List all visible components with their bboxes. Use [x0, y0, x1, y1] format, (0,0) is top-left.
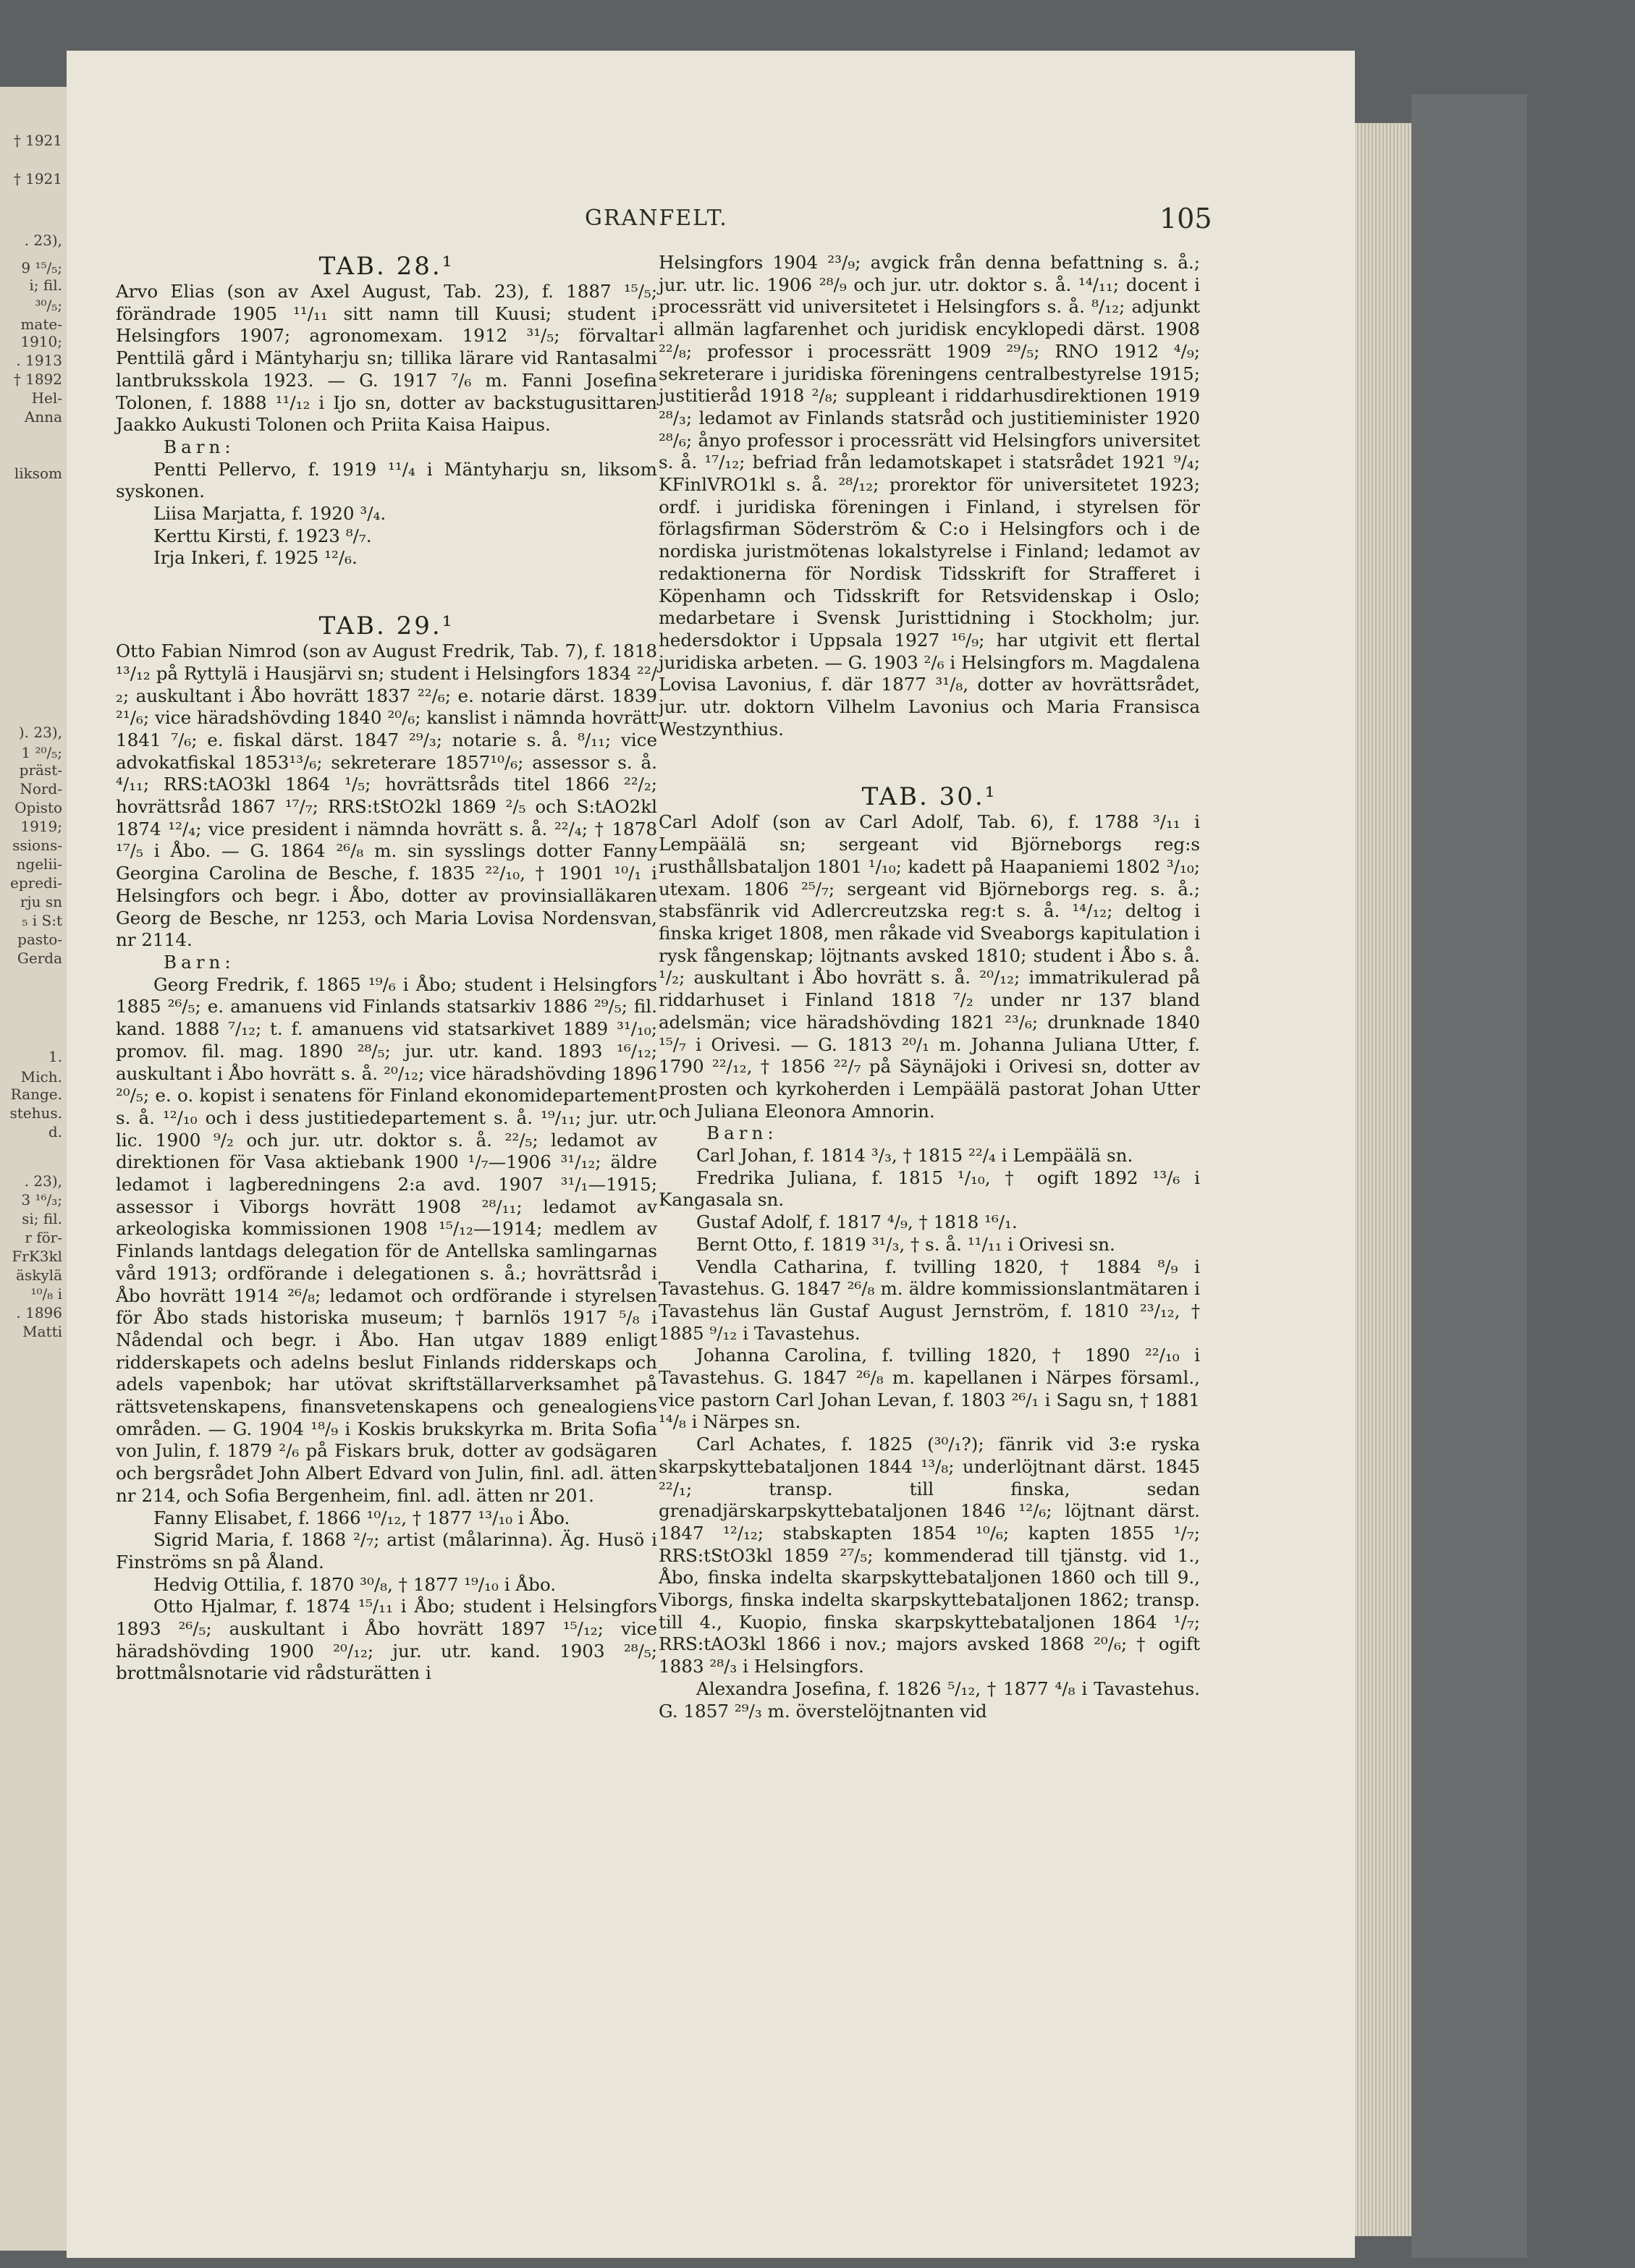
margin-fragment: präst-: [19, 761, 62, 779]
margin-fragment: äskylä: [16, 1266, 62, 1284]
margin-fragment: mate-: [20, 316, 62, 333]
child-entry: Georg Fredrik, f. 1865 ¹⁹/₆ i Åbo; student i Helsingfors 1885 ²⁶/₅; e. amanuens vid Finlands statsarkiv 1886 ²⁹/₅; fil. kand. 1888 ⁷/₁₂; t. f. amanuens vid statsarkivet 1889 ³¹/₁₀; promov. fil. mag. 1890 ²⁸/₅; jur. utr. kand. 1893 ¹⁶/₁₂; auskultant i Åbo hovrätt s. å. ²⁰/₁₂; vice häradshövding 1896 ²⁰/₅; e. o. kopist i senatens för Finland ekonomidepartement s. å. ¹²/₁₀ och i dess justitiedepartement s. å. ¹⁹/₁₁; jur. utr. lic. 1900 ⁹/₂ och jur. utr. doktor s. å. ²²/₅; ledamot av direktionen för Vasa aktiebank 1900 ¹/₇—1906 ³¹/₁₂; äldre ledamot i lagberedningens 2:a avd. 1907 ³¹/₁—1915; assessor i Viborgs hovrätt 1908 ²⁸/₁₁; ledamot av arkeologiska kommissionen 1908 ¹⁵/₁₂—1914; medlem av Finlands lantdags delegation för de Antellska samlingarnas vård 1913; ordförande i delegationen s. å.; hovrättsråd i Åbo hovrätt 1914 ²⁶/₈; ledamot och ordförande i styrelsen för Åbo stads historiska museum; † barnlös 1917 ⁵/₈ i Nådendal och begr. i Åbo. Han utgav 1889 enligt ridderskapets och adelns beslut Finlands ridderskaps och adels vapenbok; har utövat skriftställarverksamhet på rättsvetenskapens, finansvetenskapens och genealogiens områden. — G. 1904 ¹⁸/₉ i Koskis brukskyrka m. Brita Sofia von Julin, f. 1879 ²/₆ på Fiskars bruk, dotter av godsägaren och bergsrådet John Albert Edvard von Julin, finl. adl. ätten nr 214, och Sofia Bergenheim, finl. adl. ätten nr 201.: [116, 973, 657, 1506]
margin-fragment: † 1921: [13, 132, 62, 149]
child-entry: Otto Hjalmar, f. 1874 ¹⁵/₁₁ i Åbo; student i Helsingfors 1893 ²⁶/₅; auskultant i Åbo hovrätt 1897 ¹⁵/₁₂; vice häradshövding 1900 ²⁰/₁₂; jur. utr. kand. 1903 ²⁸/₅; brottmålsnotarie vid rådsturätten i: [116, 1596, 657, 1684]
margin-fragment: Nord-: [20, 780, 62, 797]
child-entry: Sigrid Maria, f. 1868 ²/₇; artist (målarinna). Äg. Husö i Finströms sn på Åland.: [116, 1529, 657, 1573]
margin-fragment: Opisto: [14, 799, 62, 816]
margin-fragment: liksom: [14, 465, 62, 482]
child-entry: Carl Achates, f. 1825 (³⁰/₁?); fänrik vid 3:e ryska skarpskyttebataljonen 1844 ¹³/₈; underlöjtnant därst. 1845 ²²/₁; transp. till finska, sedan grenadjärskarpskyttebataljonen 1846 ¹²/₆; löjtnant därst. 1847 ¹²/₁₂; stabskapten 1854 ¹⁰/₆; kapten 1855 ¹/₇; RRS:tStO3kl 1859 ²⁷/₅; kommenderad till tjänstg. vid 1., Åbo, finska indelta skarpskyttebataljonen 1860 och till 9., Viborgs, finska indelta skarpskyttebataljonen 1862; transp. till 4., Kuopio, finska skarpskyttebataljonen 1864 ¹/₇; RRS:tAO3kl 1866 i nov.; majors avsked 1868 ²⁰/₆; † ogift 1883 ²⁸/₃ i Helsingfors.: [659, 1434, 1200, 1677]
page-edges: [1355, 123, 1411, 2236]
biography-paragraph: Otto Fabian Nimrod (son av August Fredrik, Tab. 7), f. 1818 ¹³/₁₂ på Ryttylä i Hausjärvi sn; student i Helsingfors 1834 ²²/₂; auskultant i Åbo hovrätt 1837 ²²/₆; e. notarie därst. 1839 ²¹/₆; vice häradshövding 1840 ²⁰/₆; kanslist i nämnda hovrätt 1841 ⁷/₆; e. fiskal därst. 1847 ²⁹/₃; notarie s. å. ⁸/₁₁; vice advokatfiskal 1853¹³/₆; sekreterare 1857¹⁰/₆; assessor s. å. ⁴/₁₁; RRS:tAO3kl 1864 ¹/₅; hovrättsråds titel 1866 ²²/₂; hovrättsråd 1867 ¹⁷/₇; RRS:tStO2kl 1869 ²/₅ och S:tAO2kl 1874 ¹²/₄; vice president i nämnda hovrätt s. å. ²²/₄; † 1878 ¹⁷/₅ i Åbo. — G. 1864 ²⁶/₈ m. sin sysslings dotter Fanny Georgina Carolina de Besche, f. 1835 ²²/₁₀, † 1901 ¹⁰/₁ i Helsingfors och begr. i Åbo, dotter av provinsialläkaren Georg de Besche, nr 1253, och Maria Lovisa Nordensvan, nr 2114.: [116, 640, 657, 951]
margin-fragment: † 1921: [13, 170, 62, 187]
margin-fragment: ¹⁰/₈ i: [30, 1285, 62, 1303]
margin-fragment: d.: [48, 1123, 62, 1141]
child-entry: Vendla Catharina, f. tvilling 1820, † 1884 ⁸/₉ i Tavastehus. G. 1847 ²⁶/₈ m. äldre kommissionslantmätaren i Tavastehus län Gustaf August Jernström, f. 1810 ²³/₁₂, † 1885 ⁹/₁₂ i Tavastehus.: [659, 1256, 1200, 1344]
margin-fragment: Range.: [10, 1086, 62, 1103]
margin-fragment: 1919;: [20, 818, 62, 835]
margin-fragment: . 23),: [24, 232, 62, 249]
margin-fragment: . 1896: [16, 1304, 62, 1321]
table-heading: TAB. 29.¹: [318, 612, 455, 641]
margin-fragment: 1910;: [20, 333, 62, 350]
margin-fragment: Anna: [24, 408, 62, 426]
margin-fragment: ). 23),: [18, 724, 62, 741]
margin-fragment: 1.: [48, 1048, 62, 1065]
margin-fragment: Gerda: [17, 949, 62, 967]
margin-fragment: Matti: [22, 1323, 62, 1340]
child-entry: Fanny Elisabet, f. 1866 ¹⁰/₁₂, † 1877 ¹³/₁₀ i Åbo.: [153, 1507, 570, 1528]
child-entry: Fredrika Juliana, f. 1815 ¹/₁₀, † ogift 1892 ¹³/₆ i Kangasala sn.: [659, 1167, 1200, 1211]
margin-fragment: stehus.: [9, 1104, 62, 1122]
child-entry: Johanna Carolina, f. tvilling 1820, † 1890 ²²/₁₀ i Tavastehus. G. 1847 ²⁶/₈ m. kapellanen i Närpes församl., vice pastorn Carl Johan Levan, f. 1803 ²⁶/₁ i Sagu sn, † 1881 ¹⁴/₈ i Närpes sn.: [659, 1345, 1200, 1433]
margin-fragment: Mich.: [20, 1068, 62, 1086]
margin-fragment: i; fil.: [29, 276, 62, 294]
margin-fragment: ³⁰/₅;: [35, 297, 62, 314]
margin-fragment: 3 ¹⁶/₃;: [21, 1191, 62, 1209]
margin-fragment: pasto-: [17, 931, 62, 948]
margin-fragment: . 23),: [24, 1172, 62, 1190]
biography-paragraph: Helsingfors 1904 ²³/₉; avgick från denna befattning s. å.; jur. utr. lic. 1906 ²⁸/₉ och jur. utr. doktor s. å. ¹⁴/₁₁; docent i processrätt vid universitetet i Helsingfors s. å. ⁸/₁₂; adjunkt i allmän lagfarenhet och juridisk encyklopedi därst. 1908 ²²/₈; professor i processrätt 1909 ²⁹/₅; RNO 1912 ⁴/₉; sekreterare i juridiska föreningens centralbestyrelse 1915; justitieråd 1918 ²/₈; suppleant i riddarhusdirektionen 1919 ²⁸/₃; ledamot av Finlands statsråd och justitieminister 1920 ²⁸/₆; ånyo professor i processrätt vid Helsingfors universitet s. å. ¹⁷/₁₂; befriad från ledamotskapet i statsrådet 1921 ⁹/₄; KFinlVRO1kl s. å. ²⁸/₁₂; prorektor för universitetet 1923; ordf. i juridiska föreningen i Finland, i styrelsen för förlagsfirman Söderström & C:o i Helsingfors och i de nordiska juristmötenas lokalstyrelse i Finland; ledamot av redaktionerna för Nordisk Tidsskrift for Strafferet i Köpenhamn och Tidsskrift for Retsvidenskap i Oslo; medarbetare i Svensk Juristtidning i Stockholm; jur. hedersdoktor i Uppsala 1927 ¹⁶/₉; har utgivit ett flertal juridiska arbeten. — G. 1903 ²/₆ i Helsingfors m. Magdalena Lovisa Lavonius, f. där 1877 ³¹/₈, dotter av hovrättsrådet, jur. utr. doktorn Vilhelm Lavonius och Maria Fransisca Westzynthius.: [659, 252, 1200, 740]
margin-fragment: r för-: [25, 1229, 62, 1246]
book-cover: [1411, 94, 1527, 2258]
margin-fragment: ssions-: [12, 837, 62, 854]
facing-page-fragment: [0, 87, 67, 2251]
margin-fragment: rju sn: [20, 893, 62, 910]
child-entry: Pentti Pellervo, f. 1919 ¹¹/₄ i Mäntyharju sn, liksom syskonen.: [116, 458, 657, 502]
table-heading: TAB. 28.¹: [318, 252, 455, 281]
child-entry: Liisa Marjatta, f. 1920 ³/₄.: [153, 503, 386, 525]
margin-fragment: ngelii-: [16, 855, 62, 873]
margin-fragment: Hel-: [31, 389, 62, 407]
margin-fragment: 9 ¹⁵/₅;: [21, 259, 62, 276]
children-heading: Barn:: [706, 1122, 778, 1144]
child-entry: Bernt Otto, f. 1819 ³¹/₃, † s. å. ¹¹/₁₁ i Orivesi sn.: [696, 1233, 1115, 1255]
table-heading: TAB. 30.¹: [861, 782, 997, 812]
page-number: 105: [1159, 203, 1212, 234]
children-heading: Barn:: [164, 951, 235, 973]
biography-paragraph: Arvo Elias (son av Axel August, Tab. 23), f. 1887 ¹⁵/₅; förändrade 1905 ¹¹/₁₁ sitt namn till Kuusi; student i Helsingfors 1907; agronomexam. 1912 ³¹/₅; förvaltar Penttilä gård i Mäntyharju sn; tillika lärare vid Rantasalmi lantbruksskola 1923. — G. 1917 ⁷/₆ m. Fanni Josefina Tolonen, f. 1888 ¹¹/₁₂ i Ijo sn, dotter av backstugusittaren Jaakko Aukusti Tolonen och Priita Kaisa Haipus.: [116, 281, 657, 436]
left-column: [116, 252, 657, 1685]
child-entry: Irja Inkeri, f. 1925 ¹²/₆.: [153, 547, 358, 569]
margin-fragment: FrK3kl: [12, 1248, 62, 1265]
right-column: [659, 252, 1200, 1722]
child-entry: Kerttu Kirsti, f. 1923 ⁸/₇.: [153, 525, 372, 546]
margin-fragment: † 1892: [13, 371, 62, 388]
child-entry: Alexandra Josefina, f. 1826 ⁵/₁₂, † 1877 ⁴/₈ i Tavastehus. G. 1857 ²⁹/₃ m. överstelöjtnanten vid: [659, 1677, 1200, 1722]
running-head: GRANFELT.: [585, 206, 728, 231]
margin-fragment: si; fil.: [22, 1210, 62, 1227]
child-entry: Gustaf Adolf, f. 1817 ⁴/₉, † 1818 ¹⁶/₁.: [696, 1211, 1018, 1233]
margin-fragment: epredi-: [10, 874, 62, 892]
biography-paragraph: Carl Adolf (son av Carl Adolf, Tab. 6), f. 1788 ³/₁₁ i Lempäälä sn; sergeant vid Björneborgs reg:s rusthållsbataljon 1801 ¹/₁₀; kadett på Haapaniemi 1802 ³/₁₀; utexam. 1806 ²⁵/₇; sergeant vid Björneborgs reg. s. å.; stabsfänrik vid Adlercreutzska reg:t s. å. ¹⁴/₁₂; deltog i finska kriget 1808, men råkade vid Sveaborgs kapitulation i rysk fångenskap; löjtnants avsked 1810; student i Åbo s. å. ¹/₂; auskultant i Åbo hovrätt s. å. ²⁰/₁₂; immatrikulerad på riddarhuset i Finland 1818 ⁷/₂ under nr 137 bland adelsmän; vice häradshövding 1821 ²³/₆; drunknade 1840 ¹⁵/₇ i Orivesi. — G. 1813 ²⁰/₁ m. Johanna Juliana Utter, f. 1790 ²²/₁₂, † 1856 ²²/₇ på Säynäjoki i Orivesi sn, dotter av prosten och kyrkoherden i Lempäälä pastorat Johan Utter och Juliana Eleonora Amnorin.: [659, 811, 1200, 1122]
children-heading: Barn:: [164, 436, 235, 457]
child-entry: Hedvig Ottilia, f. 1870 ³⁰/₈, † 1877 ¹⁹/₁₀ i Åbo.: [153, 1573, 557, 1595]
margin-fragment: 1 ²⁰/₅;: [21, 744, 62, 761]
child-entry: Carl Johan, f. 1814 ³/₃, † 1815 ²²/₄ i Lempäälä sn.: [696, 1145, 1133, 1167]
margin-fragment: . 1913: [16, 352, 62, 369]
margin-fragment: ₅ i S:t: [22, 912, 62, 929]
